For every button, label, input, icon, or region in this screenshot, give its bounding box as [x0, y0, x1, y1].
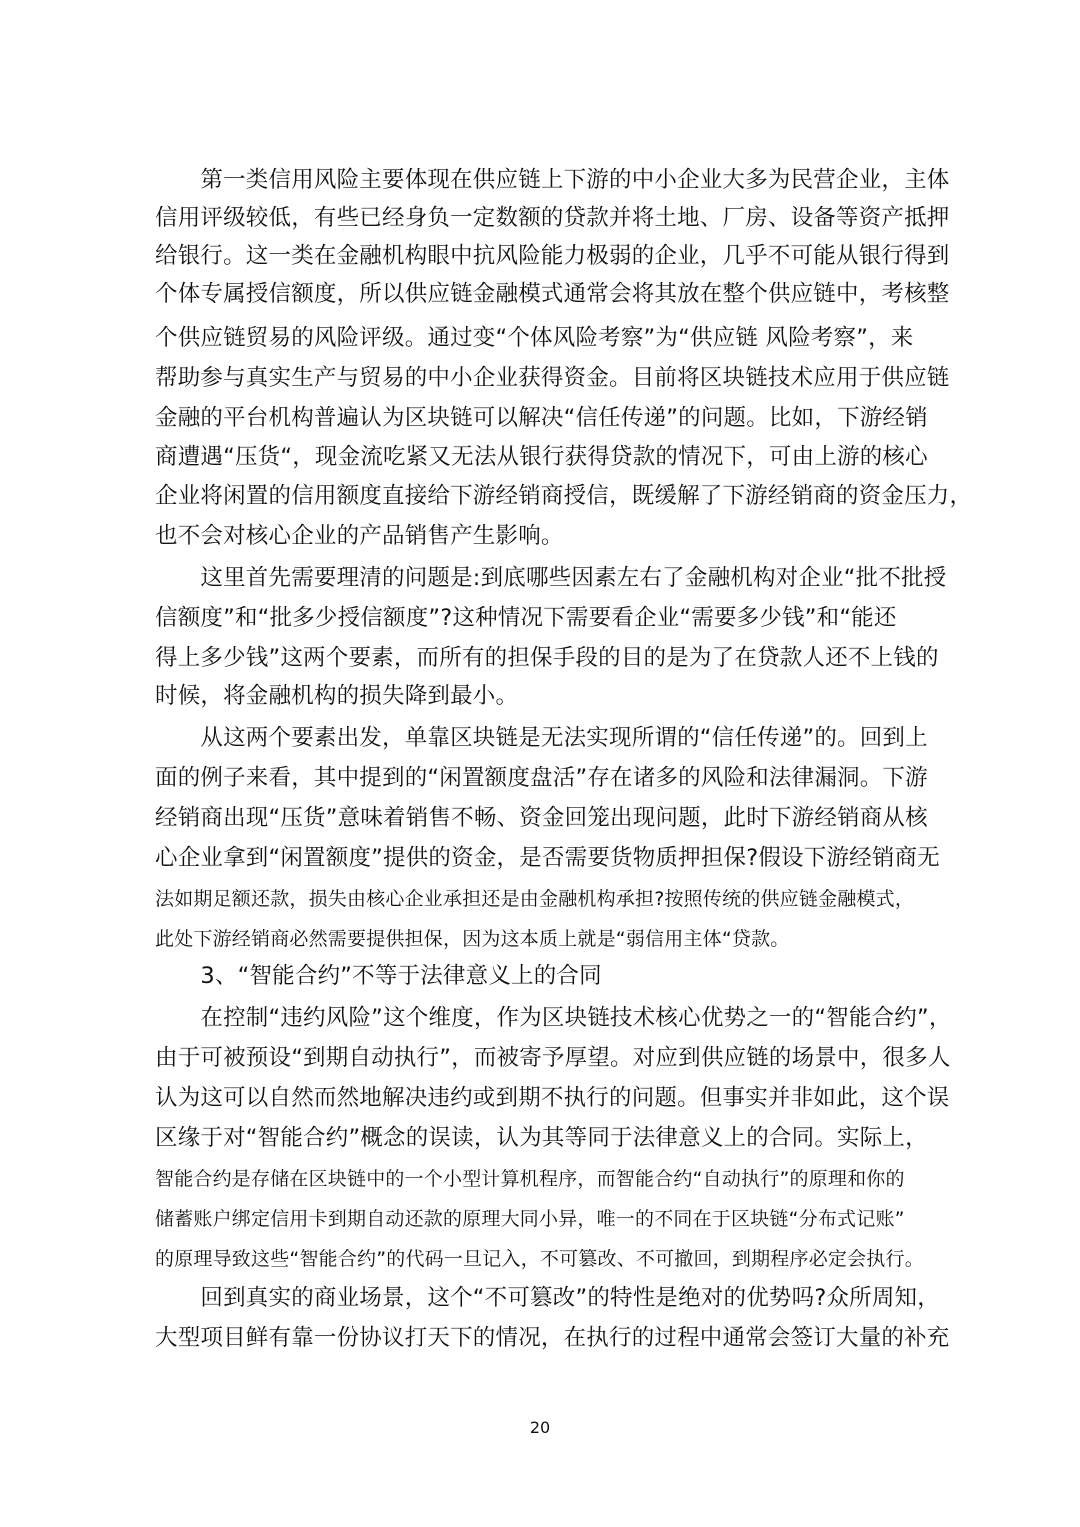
text-line: 储蓄账户绑定信用卡到期自动还款的原理大同小异，唯一的不同在于区块链“分布式记账” — [155, 1208, 905, 1230]
section-heading: 3、“智能合约”不等于法律意义上的合同 — [155, 963, 602, 989]
text-line: 这里首先需要理清的问题是:到底哪些因素左右了金融机构对企业“批不批授 — [155, 565, 947, 591]
text-line: 也不会对核心企业的产品销售产生影响。 — [155, 523, 564, 549]
text-line: 经销商出现“压货”意味着销售不畅、资金回笼出现问题，此时下游经销商从核 — [155, 805, 928, 831]
text-line: 心企业拿到“闲置额度”提供的资金，是否需要货物质押担保?假设下游经销商无 — [155, 845, 940, 871]
text-line: 第一类信用风险主要体现在供应链上下游的中小企业大多为民营企业，主体 — [155, 167, 950, 193]
text-line: 得上多少钱”这两个要素，而所有的担保手段的目的是为了在贷款人还不上钱的 — [155, 645, 939, 671]
text-line: 的原理导致这些“智能合约”的代码一旦记入，不可篡改、不可撤回，到期程序必定会执行。 — [155, 1248, 924, 1270]
text-line: 法如期足额还款，损失由核心企业承担还是由金融机构承担?按照传统的供应链金融模式， — [155, 888, 915, 910]
text-line: 智能合约是存储在区块链中的一个小型计算机程序，而智能合约“自动执行”的原理和你的 — [155, 1168, 905, 1190]
text-line: 在控制“违约风险”这个维度，作为区块链技术核心优势之一的“智能合约”， — [155, 1005, 952, 1031]
text-line: 回到真实的商业场景，这个“不可篡改”的特性是绝对的优势吗?众所周知， — [155, 1285, 940, 1311]
text-line: 大型项目鲜有靠一份协议打天下的情况，在执行的过程中通常会签订大量的补充 — [155, 1325, 950, 1351]
text-line: 企业将闲置的信用额度直接给下游经销商授信，既缓解了下游经销商的资金压力， — [155, 483, 973, 509]
text-line: 给银行。这一类在金融机构眼中抗风险能力极弱的企业，几乎不可能从银行得到 — [155, 243, 950, 269]
page-number: 20 — [529, 1418, 551, 1437]
text-line: 此处下游经销商必然需要提供担保，因为这本质上就是“弱信用主体“贷款。 — [155, 928, 790, 950]
text-line: 商遭遇“压货“，现金流吃紧又无法从银行获得贷款的情况下，可由上游的核心 — [155, 444, 928, 470]
text-line: 金融的平台机构普遍认为区块链可以解决“信任传递”的问题。比如，下游经销 — [155, 405, 928, 431]
text-line: 信用评级较低，有些已经身负一定数额的贷款并将土地、厂房、设备等资产抵押 — [155, 205, 950, 231]
text-line: 认为这可以自然而然地解决违约或到期不执行的问题。但事实并非如此，这个误 — [155, 1085, 950, 1111]
text-line: 由于可被预设“到期自动执行”，而被寄予厚望。对应到供应链的场景中，很多人 — [155, 1045, 951, 1071]
text-line: 从这两个要素出发，单靠区块链是无法实现所谓的“信任传递”的。回到上 — [155, 725, 928, 751]
text-line: 区缘于对“智能合约”概念的误读，认为其等同于法律意义上的合同。实际上， — [155, 1125, 928, 1151]
text-line: 帮助参与真实生产与贸易的中小企业获得资金。目前将区块链技术应用于供应链 — [155, 365, 950, 391]
text-line: 时候，将金融机构的损失降到最小。 — [155, 683, 519, 709]
text-line: 个体专属授信额度，所以供应链金融模式通常会将其放在整个供应链中，考核整 — [155, 281, 950, 307]
text-line: 信额度”和“批多少授信额度”?这种情况下需要看企业“需要多少钱”和“能还 — [155, 605, 897, 631]
text-line: 个供应链贸易的风险评级。通过变“个体风险考察”为“供应链 风险考察”，来 — [155, 325, 914, 351]
text-line: 面的例子来看，其中提到的“闲置额度盘活”存在诸多的风险和法律漏洞。下游 — [155, 765, 928, 791]
